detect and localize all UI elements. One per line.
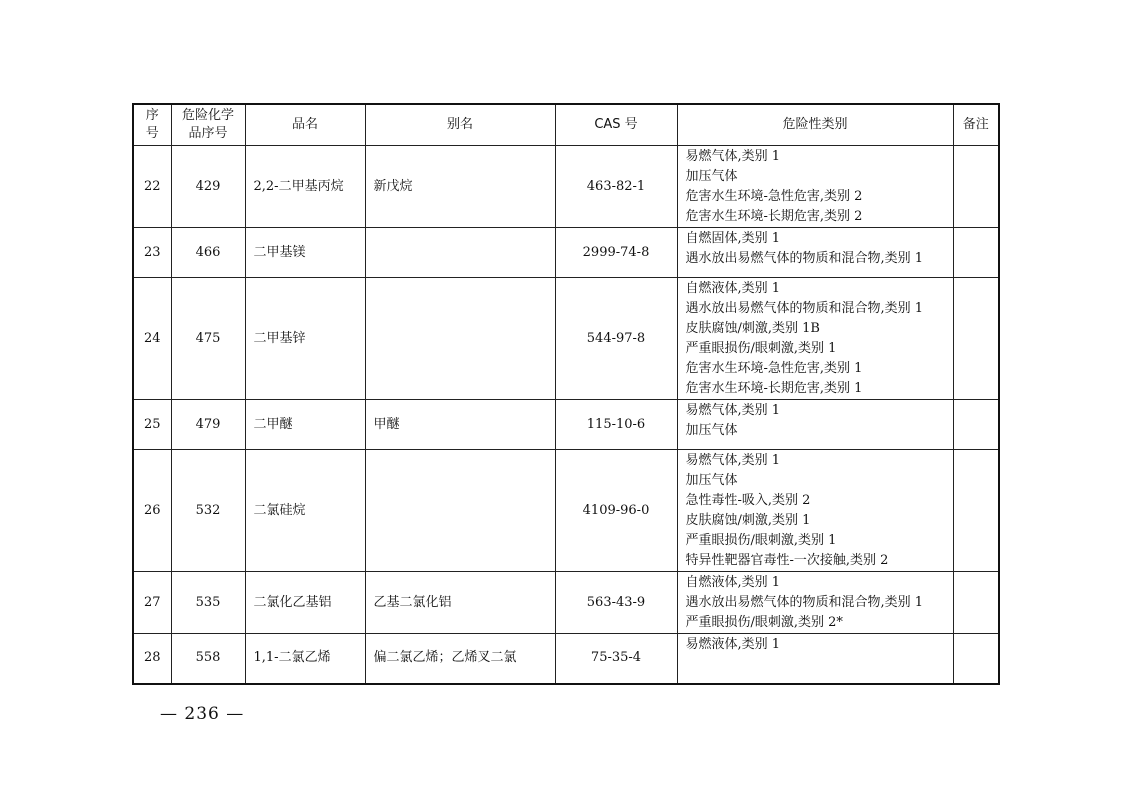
row-alias: 乙基二氯化铝 [365,572,555,634]
row-hazard-no: 466 [171,228,245,278]
table-row [133,228,999,278]
row-cas: 563-43-9 [555,572,677,634]
hazard-item: 遇水放出易燃气体的物质和混合物,类别 1 [685,251,924,266]
row-cas: 4109-96-0 [555,450,677,572]
row-name: 二氯硅烷 [245,450,365,572]
hazard-item: 遇水放出易燃气体的物质和混合物,类别 1 [685,595,924,610]
row-name: 二氯化乙基铝 [245,572,365,634]
row-alias [365,278,555,400]
row-name: 1,1-二氯乙烯 [245,634,365,684]
row-alias: 偏二氯乙烯；乙烯叉二氯 [365,634,555,684]
hazard-item: 危害水生环境-长期危害,类别 2 [685,209,863,224]
header-seq: 序 号 [133,104,171,146]
hazard-item: 自燃固体,类别 1 [685,231,781,246]
table-row [133,146,999,228]
row-remark [953,228,999,278]
row-name: 二甲基镁 [245,228,365,278]
row-name: 2,2-二甲基丙烷 [245,146,365,228]
row-remark [953,450,999,572]
table-row [133,278,999,400]
hazard-item: 自燃液体,类别 1 [685,575,781,590]
row-seq: 25 [133,400,171,450]
hazard-item: 易燃气体,类别 1 [685,149,781,164]
row-hazard-no: 558 [171,634,245,684]
row-name: 二甲基锌 [245,278,365,400]
row-hazard-no: 535 [171,572,245,634]
row-alias [365,450,555,572]
row-remark [953,572,999,634]
chemical-table-container [132,103,998,685]
row-hazard-no: 532 [171,450,245,572]
row-hazard-no: 475 [171,278,245,400]
table-row [133,400,999,450]
row-hazard-class [677,278,953,400]
hazard-item: 皮肤腐蚀/刺激,类别 1B [685,321,820,336]
row-cas: 544-97-8 [555,278,677,400]
row-seq: 24 [133,278,171,400]
hazard-item: 加压气体 [685,473,738,488]
row-hazard-class [677,146,953,228]
row-seq: 23 [133,228,171,278]
row-alias: 新戊烷 [365,146,555,228]
hazard-item: 皮肤腐蚀/刺激,类别 1 [685,513,811,528]
row-hazard-class [677,228,953,278]
hazard-item: 严重眼损伤/眼刺激,类别 1 [685,533,837,548]
hazard-item: 严重眼损伤/眼刺激,类别 2* [685,615,843,630]
header-hazard-no: 危险化学 品序号 [171,104,245,146]
hazard-item: 易燃气体,类别 1 [685,453,781,468]
row-hazard-no: 429 [171,146,245,228]
hazard-item: 易燃气体,类别 1 [685,403,781,418]
table-header-row [133,104,999,146]
header-name: 品名 [245,104,365,146]
row-hazard-class [677,634,953,684]
row-name: 二甲醚 [245,400,365,450]
row-remark [953,278,999,400]
row-remark [953,400,999,450]
header-alias: 别名 [365,104,555,146]
hazardous-chemicals-table [132,103,1000,685]
table-row [133,450,999,572]
row-cas: 2999-74-8 [555,228,677,278]
hazard-item: 急性毒性-吸入,类别 2 [685,493,811,508]
table-body [133,146,999,684]
row-seq: 27 [133,572,171,634]
row-cas: 463-82-1 [555,146,677,228]
row-cas: 115-10-6 [555,400,677,450]
row-alias [365,228,555,278]
header-hazard-class: 危险性类别 [677,104,953,146]
hazard-item: 加压气体 [685,423,738,438]
hazard-item: 自燃液体,类别 1 [685,281,781,296]
hazard-item: 易燃液体,类别 1 [685,637,781,652]
hazard-item: 严重眼损伤/眼刺激,类别 1 [685,341,837,356]
hazard-item: 加压气体 [685,169,738,184]
hazard-item: 危害水生环境-急性危害,类别 2 [685,189,863,204]
row-hazard-no: 479 [171,400,245,450]
row-remark [953,634,999,684]
row-hazard-class [677,572,953,634]
page-number: — 236 — [160,704,245,724]
hazard-item: 特异性靶器官毒性-一次接触,类别 2 [685,553,889,568]
row-hazard-class [677,400,953,450]
row-hazard-class [677,450,953,572]
header-cas: CAS 号 [555,104,677,146]
table-row [133,572,999,634]
row-remark [953,146,999,228]
hazard-item: 遇水放出易燃气体的物质和混合物,类别 1 [685,301,924,316]
table-row [133,634,999,684]
row-seq: 26 [133,450,171,572]
row-alias: 甲醚 [365,400,555,450]
header-remark: 备注 [953,104,999,146]
hazard-item: 危害水生环境-长期危害,类别 1 [685,381,863,396]
hazard-item: 危害水生环境-急性危害,类别 1 [685,361,863,376]
row-seq: 28 [133,634,171,684]
row-seq: 22 [133,146,171,228]
row-cas: 75-35-4 [555,634,677,684]
